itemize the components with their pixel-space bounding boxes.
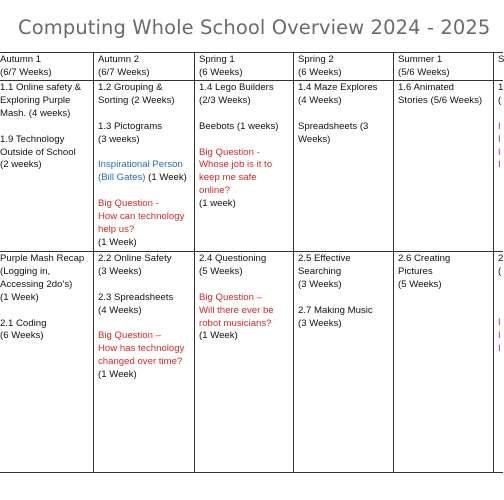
overview-table	[0, 52, 503, 473]
big-question-text: How has technology	[98, 343, 185, 355]
year1-spring-1-cell	[199, 82, 292, 250]
big-question-text: I	[498, 159, 501, 171]
big-question-text: Big Question –	[98, 330, 161, 342]
big-question-text: How can technology	[98, 211, 185, 223]
unit-text: Pictures	[398, 265, 433, 277]
unit-text: (3 Weeks)	[298, 317, 342, 329]
big-question-text: Big Question -	[199, 146, 260, 158]
unit-text: 2.2 Online Safety	[98, 253, 172, 264]
unit-text: (4 Weeks)	[98, 304, 142, 316]
year2-summer-1-cell	[398, 253, 492, 471]
big-question-text: Big Question –	[199, 291, 262, 303]
year1-autumn-2-cell	[98, 82, 193, 250]
year2-summer-2-partial-cell	[498, 253, 503, 471]
unit-text: 2.5 Effective	[298, 253, 351, 264]
unit-text: 1.1 Online safety &	[0, 82, 82, 93]
unit-text: Outside of School	[0, 146, 76, 158]
term-label: Autumn 1	[0, 54, 42, 65]
big-question-text: Will there ever be	[199, 304, 274, 316]
row-divider	[0, 251, 503, 252]
big-question-text: I	[498, 120, 501, 132]
year1-spring-2-cell	[298, 82, 392, 250]
term-weeks: (6/7 Weeks)	[98, 66, 150, 78]
unit-text: 1.9 Technology	[0, 133, 65, 145]
big-question-text: changed over time?	[98, 356, 183, 368]
unit-duration: (1 week)	[199, 198, 236, 210]
unit-text: (6 Weeks)	[0, 330, 44, 342]
unit-text: 2.3 Spreadsheets	[98, 291, 174, 303]
unit-text: (	[498, 265, 502, 277]
unit-text: Mash. (4 weeks)	[0, 107, 71, 119]
big-question-text: help us?	[98, 223, 135, 235]
unit-text: (3 weeks)	[98, 133, 140, 145]
column-divider	[293, 52, 294, 473]
unit-text: 1.6 Animated	[398, 82, 455, 93]
unit-text: Stories (5/6 Weeks)	[398, 94, 483, 106]
unit-text: Searching	[298, 265, 342, 277]
big-question-text: Big Question -	[98, 198, 159, 210]
big-question-text: keep me safe	[199, 172, 257, 184]
unit-text: 2	[498, 253, 504, 264]
unit-text: 2.4 Questioning	[199, 253, 267, 264]
unit-duration: (1 Week)	[199, 330, 238, 342]
big-question-text: robot musicians?	[199, 317, 272, 329]
header-cell-autumn-2	[98, 54, 193, 80]
unit-text: (2/3 Weeks)	[199, 94, 251, 106]
year1-summer-1-cell	[398, 82, 492, 250]
term-weeks: (6/7 Weeks)	[0, 66, 52, 78]
table-border-bottom	[0, 472, 503, 473]
unit-text: (3 Weeks)	[98, 265, 142, 277]
column-divider	[493, 52, 494, 473]
unit-text: (4 Weeks)	[298, 94, 342, 106]
term-label: Spring 2	[298, 54, 334, 65]
unit-text: Beebots (1 weeks)	[199, 120, 279, 132]
page-title: Computing Whole School Overview 2024 - 2025	[18, 16, 491, 39]
header-cell-autumn-1	[0, 54, 92, 80]
header-divider	[0, 80, 503, 81]
unit-text: 2.7 Making Music	[298, 304, 373, 316]
unit-text: (5 Weeks)	[199, 265, 243, 277]
column-divider	[93, 52, 94, 473]
unit-text: Accessing 2do’s)	[0, 278, 73, 290]
column-divider	[194, 52, 195, 473]
year2-autumn-1-cell	[0, 253, 92, 471]
unit-text: 1.2 Grouping &	[98, 82, 163, 93]
unit-text: 1	[498, 82, 504, 93]
table-border-top	[0, 52, 503, 53]
term-label: Summer 1	[398, 54, 443, 65]
unit-text: 1.3 Pictograms	[98, 120, 162, 132]
unit-text: (1 Week)	[0, 291, 39, 303]
year2-autumn-2-cell	[98, 253, 193, 471]
big-question-text: Whose job is it to	[199, 159, 273, 171]
big-question-text: I	[498, 133, 501, 145]
big-question-text: I	[498, 343, 501, 355]
year1-autumn-1-cell	[0, 82, 92, 250]
column-divider	[393, 52, 394, 473]
unit-text: (Logging in,	[0, 265, 51, 277]
unit-text: (	[498, 94, 502, 106]
unit-duration: (1 Week)	[98, 236, 137, 248]
term-label: S	[498, 54, 504, 65]
unit-text: 1.4 Maze Explores	[298, 82, 378, 93]
unit-text: (2 weeks)	[0, 159, 42, 171]
big-question-text: I	[498, 317, 501, 329]
unit-duration: (1 Week)	[145, 172, 187, 184]
term-label: Spring 1	[199, 54, 235, 65]
year2-spring-2-cell	[298, 253, 392, 471]
header-cell-spring-2	[298, 54, 392, 80]
term-weeks: (5/6 Weeks)	[398, 66, 450, 78]
unit-duration: (1 Week)	[98, 369, 137, 381]
term-weeks: (6 Weeks)	[199, 66, 243, 78]
unit-text: Sorting (2 Weeks)	[98, 94, 175, 106]
term-label: Autumn 2	[98, 54, 140, 65]
header-cell-summer-2-partial	[498, 54, 503, 67]
inspirational-person-text: (Bill Gates)	[98, 172, 146, 184]
header-cell-summer-1	[398, 54, 492, 80]
unit-text: 2.6 Creating	[398, 253, 451, 264]
year2-spring-1-cell	[199, 253, 292, 471]
term-weeks: (6 Weeks)	[298, 66, 342, 78]
unit-text: Purple Mash Recap	[0, 253, 85, 264]
unit-text: (5 Weeks)	[398, 278, 442, 290]
unit-text: 1.4 Lego Builders	[199, 82, 274, 93]
unit-text: (3 Weeks)	[298, 278, 342, 290]
year1-summer-2-partial-cell	[498, 82, 503, 250]
unit-text: Spreadsheets (3	[298, 120, 369, 132]
unit-text: Weeks)	[298, 133, 331, 145]
unit-text: Exploring Purple	[0, 94, 71, 106]
big-question-text: online?	[199, 185, 230, 197]
header-cell-spring-1	[199, 54, 292, 80]
unit-text: 2.1 Coding	[0, 317, 47, 329]
inspirational-person-text: Inspirational Person	[98, 159, 183, 171]
big-question-text: I	[498, 330, 501, 342]
big-question-text: I	[498, 146, 501, 158]
